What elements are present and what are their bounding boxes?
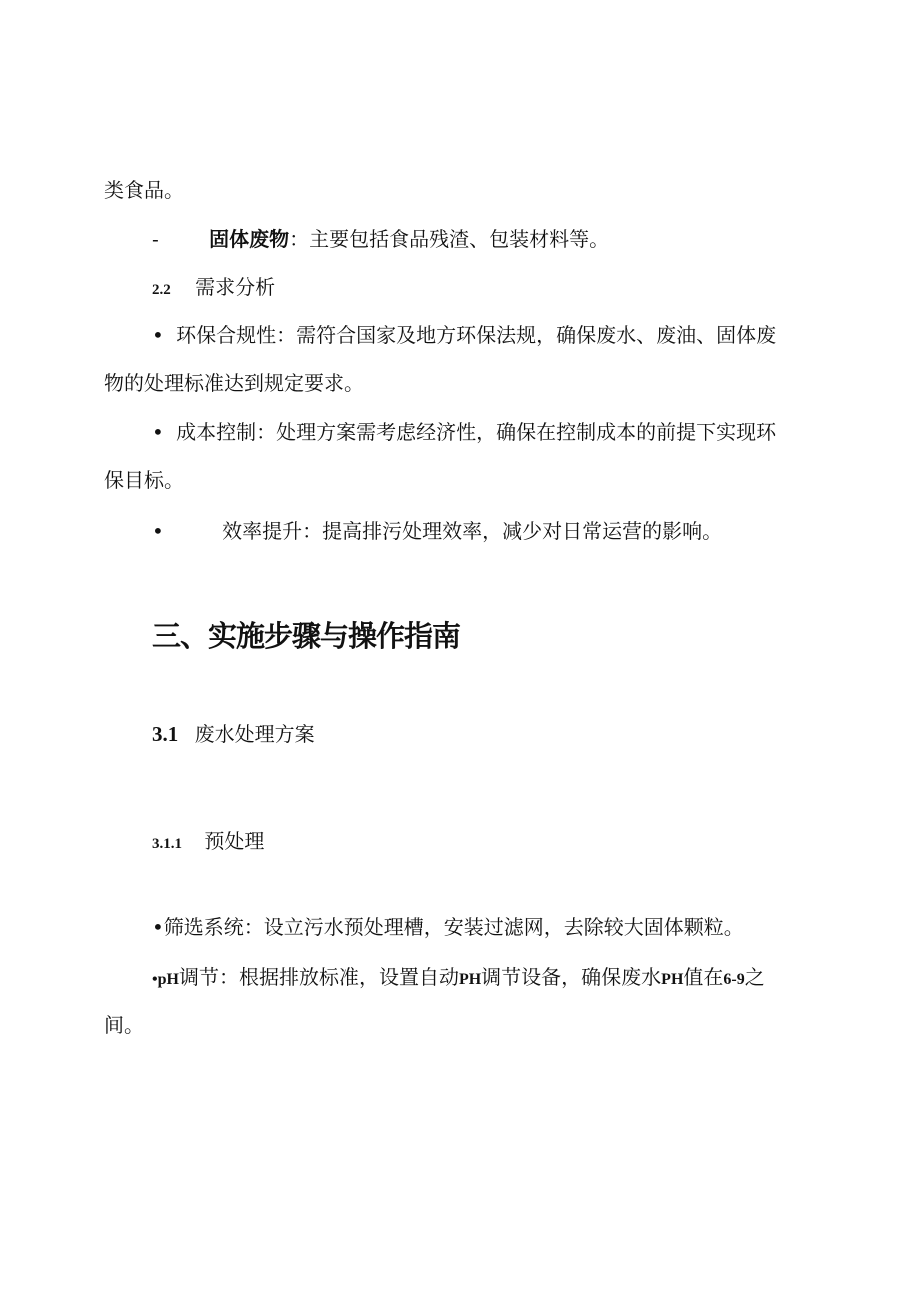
bullet-marker: • bbox=[152, 323, 164, 347]
requirement-line: 保目标。 bbox=[104, 468, 184, 492]
ph-text: 调节：根据排放标准，设置自动 bbox=[178, 965, 459, 989]
dash-marker: - bbox=[152, 227, 159, 251]
section-number: 3.1 bbox=[152, 722, 179, 746]
ph-term: PH bbox=[661, 971, 684, 988]
solid-waste-text: ：主要包括食品残渣、包装材料等。 bbox=[289, 227, 610, 251]
section-number: 3.1.1 bbox=[152, 836, 182, 852]
solid-waste-item bbox=[152, 225, 609, 253]
ph-text: 值在 bbox=[683, 965, 724, 989]
section-3-1-1-heading bbox=[152, 827, 264, 858]
requirement-line: 物的处理标准达到规定要求。 bbox=[104, 371, 364, 395]
solid-waste-label: 固体废物 bbox=[209, 227, 290, 251]
ph-text: 之 bbox=[744, 965, 765, 989]
section-number: 2.2 bbox=[152, 282, 171, 298]
bullet-marker: • bbox=[152, 915, 164, 939]
section-3-1-heading bbox=[152, 720, 315, 748]
ph-term: PH bbox=[458, 971, 482, 988]
chapter-3-title: 三、实施步骤与操作指南 bbox=[152, 619, 461, 653]
requirement-line: 效率提升：提高排污处理效率，减少对日常运营的影响。 bbox=[222, 519, 723, 543]
section-title: 需求分析 bbox=[195, 275, 276, 299]
ph-line: 间。 bbox=[104, 1013, 144, 1037]
ph-range: 6-9 bbox=[723, 971, 745, 988]
screening-item bbox=[152, 913, 744, 941]
ph-text: 调节设备，确保废水 bbox=[481, 965, 662, 989]
requirement-line: 成本控制：处理方案需考虑经济性，确保在控制成本的前提下实现环 bbox=[176, 420, 777, 444]
requirement-item bbox=[152, 517, 722, 545]
screening-text: 筛选系统：设立污水预处理槽，安装过滤网，去除较大固体颗粒。 bbox=[163, 915, 744, 939]
ph-prefix: •pH bbox=[152, 971, 179, 988]
section-2-2-heading bbox=[152, 273, 275, 304]
continuation-text: 类食品。 bbox=[104, 178, 184, 202]
bullet-marker: • bbox=[152, 420, 164, 444]
bullet-marker: • bbox=[152, 519, 164, 543]
section-title: 预处理 bbox=[204, 829, 265, 853]
requirement-line: 环保合规性：需符合国家及地方环保法规，确保废水、废油、固体废 bbox=[176, 323, 777, 347]
section-title: 废水处理方案 bbox=[194, 722, 315, 746]
